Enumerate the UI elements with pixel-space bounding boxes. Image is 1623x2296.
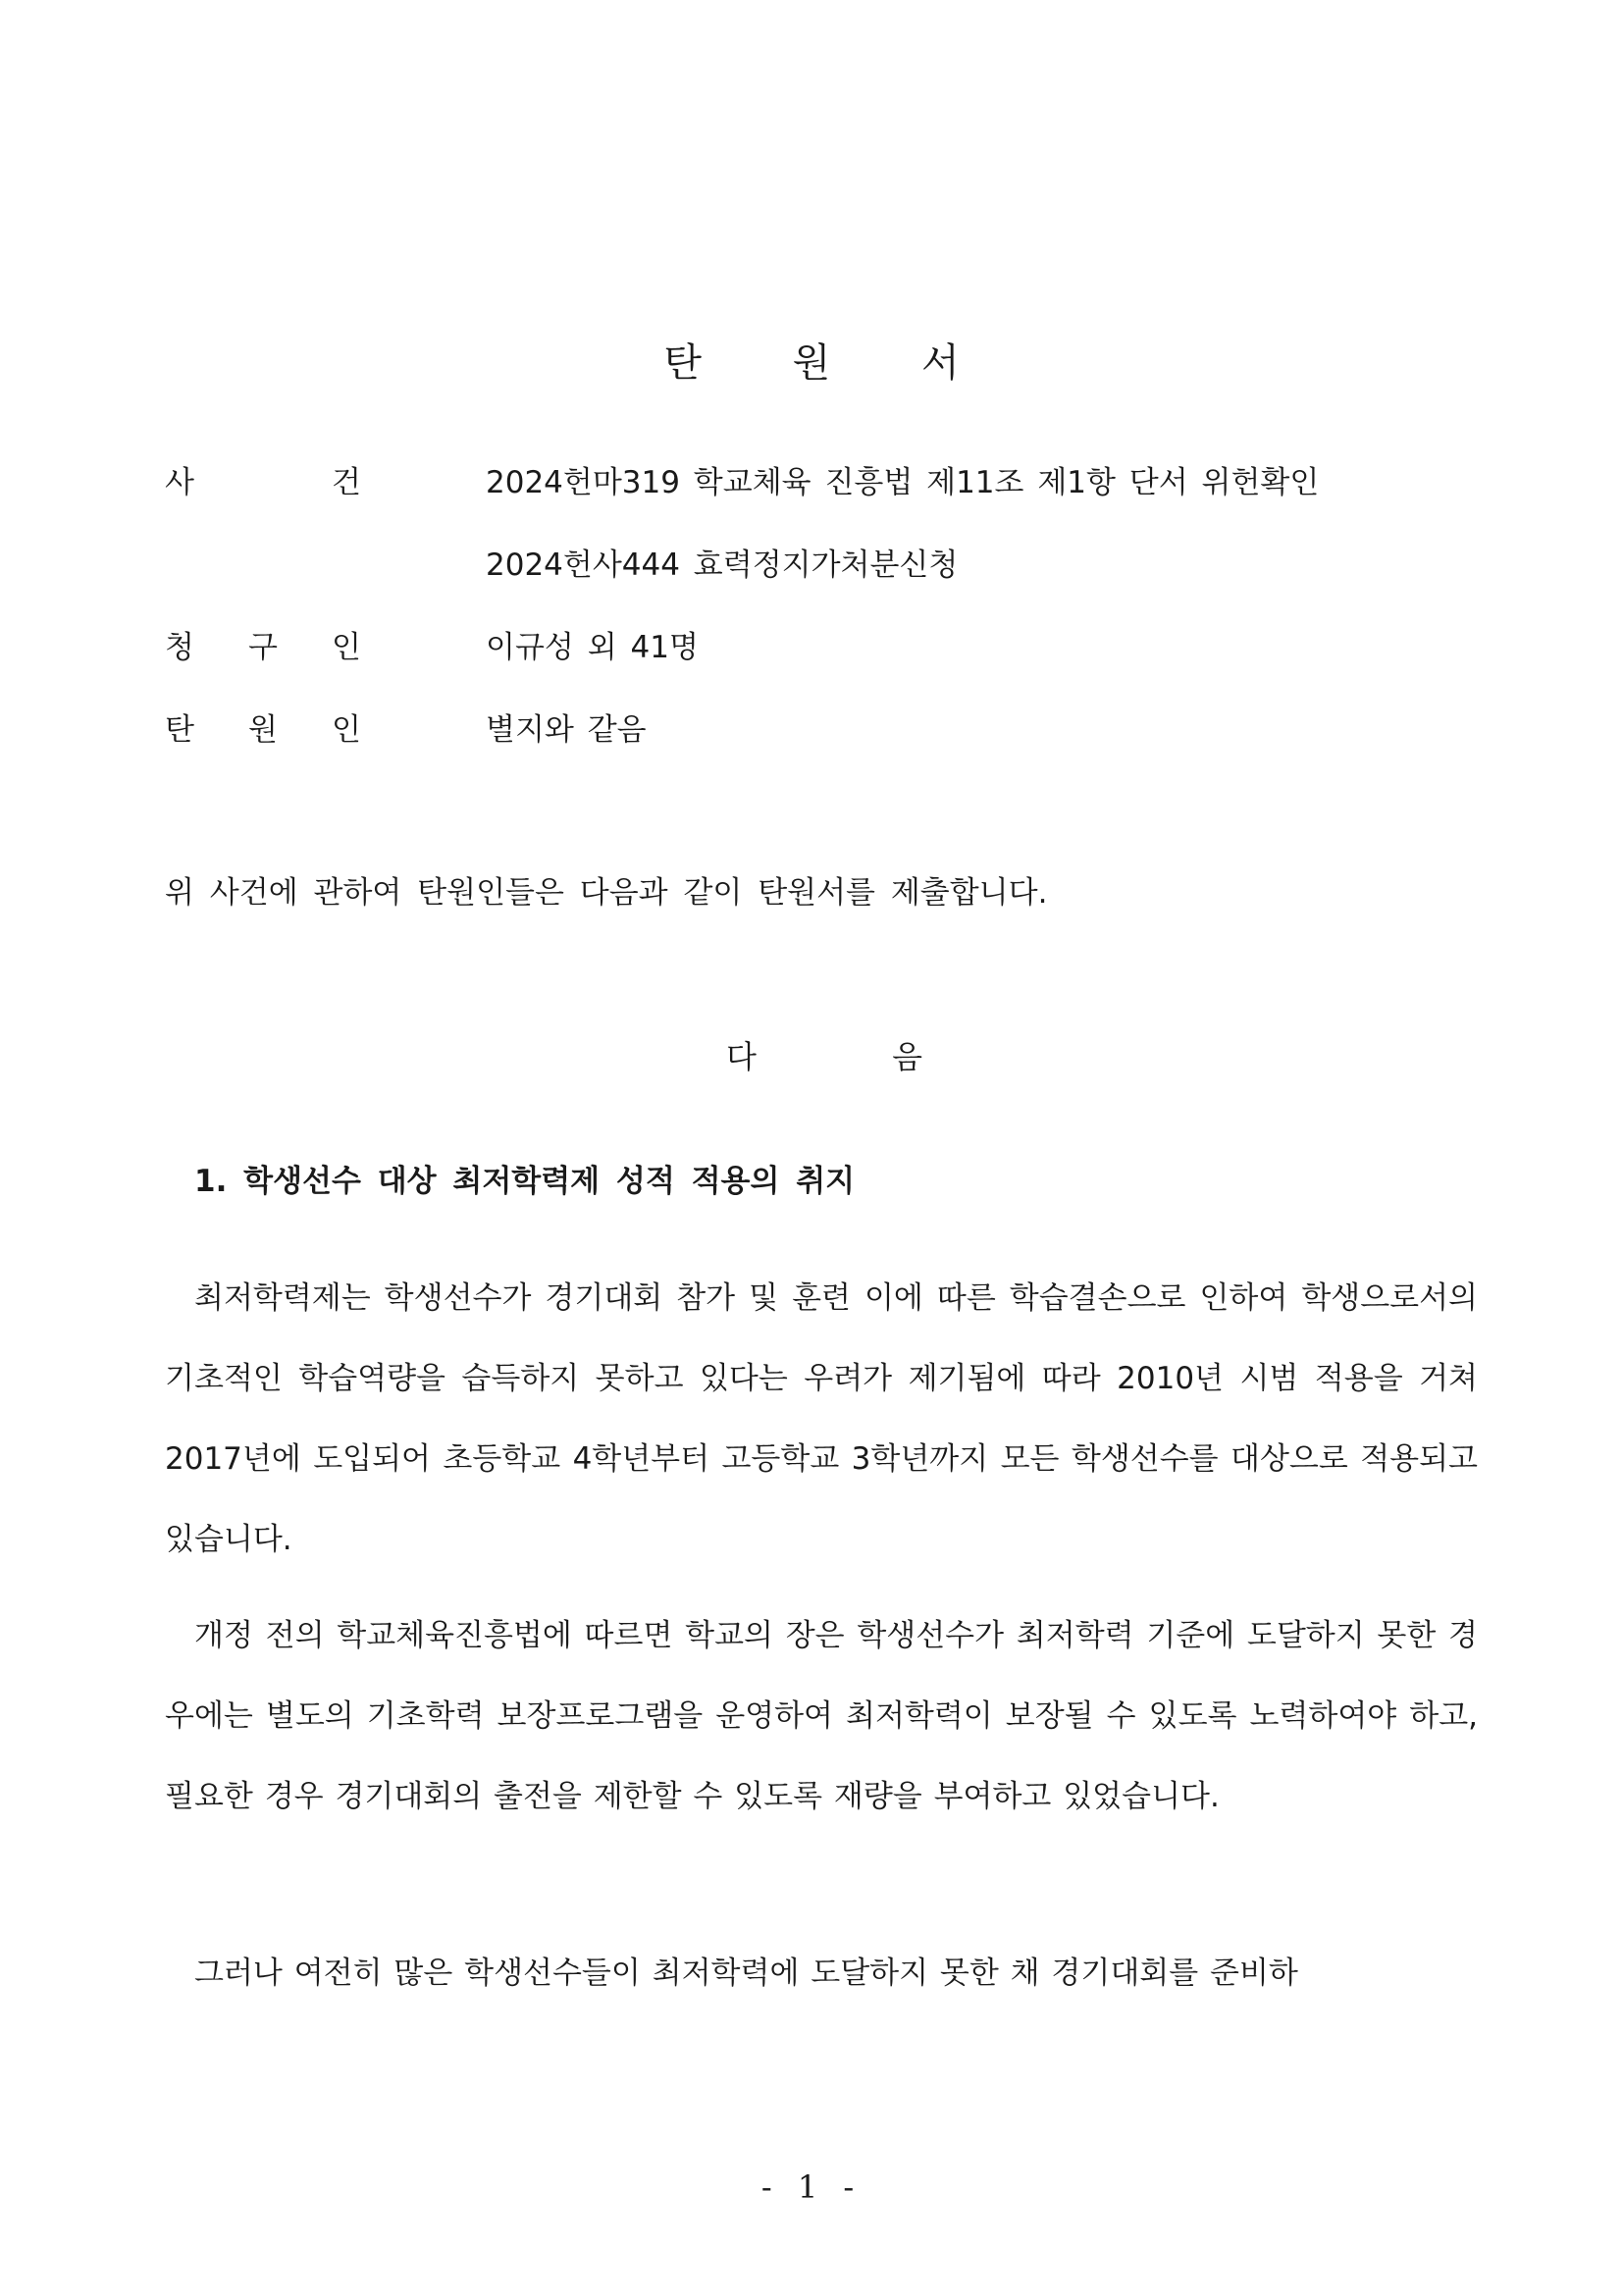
paragraph-3-text: 그러나 여전히 많은 학생선수들이 최저학력에 도달하지 못한 채 경기대회를 준비하	[194, 1956, 1298, 1991]
petitioner-label-char: 청	[165, 630, 194, 665]
document-title: 탄 원 서	[663, 340, 999, 386]
paragraph-2-text: 개정 전의 학교체육진흥법에 따르면 학교의 장은 학생선수가 최저학력 기준에 도달하지 못한 경우에는 별도의 기초학력 보장프로그램을 운영하여 최저학력이 보장될 수 있도록 노력하여야 하고, 필요한 경우 경기대회의 출전을 제한할 수 있도록 재량을 부여하고 있었습니다.	[165, 1618, 1478, 1814]
appellant-label-char: 탄	[165, 712, 194, 748]
following-heading	[726, 1032, 922, 1077]
appellant-label-char: 인	[332, 712, 361, 748]
paragraph-1	[165, 1258, 1478, 1580]
case-number-value: 2024헌마319 학교체육 진흥법 제11조 제1항 단서 위헌확인	[486, 465, 1320, 500]
case-number-value-2: 2024헌사444 효력정지가처분신청	[486, 548, 959, 583]
appellant-label	[165, 704, 361, 749]
petitioner-label-char: 인	[332, 630, 361, 665]
following-heading-char: 다	[726, 1038, 757, 1075]
intro-sentence: 위 사건에 관하여 탄원인들은 다음과 같이 탄원서를 제출합니다.	[165, 875, 1048, 911]
paragraph-3	[165, 1933, 1478, 2013]
case-label-char: 건	[332, 465, 361, 500]
paragraph-1-text: 최저학력제는 학생선수가 경기대회 참가 및 훈련 이에 따른 학습결손으로 인하여 학생으로서의 기초적인 학습역량을 습득하지 못하고 있다는 우려가 제기됨에 따라 2010년 시범 적용을 거쳐 2017년에 도입되어 초등학교 4학년부터 고등학교 3학년까지 모든 학생선수를 대상으로 적용되고 있습니다.	[165, 1280, 1478, 1557]
paragraph-2	[165, 1595, 1478, 1837]
appellant-label-char: 원	[248, 712, 278, 748]
petitioner-value: 이규성 외 41명	[486, 630, 699, 665]
page-number: - 1 -	[760, 2168, 863, 2206]
following-heading-char: 음	[892, 1038, 922, 1075]
section-1-heading: 1. 학생선수 대상 최저학력제 성적 적용의 취지	[194, 1164, 856, 1199]
petitioner-label-char: 구	[248, 630, 278, 665]
appellant-value: 별지와 같음	[486, 712, 647, 748]
case-label-char: 사	[165, 465, 194, 500]
petitioner-label	[165, 622, 361, 666]
case-label	[165, 457, 361, 501]
